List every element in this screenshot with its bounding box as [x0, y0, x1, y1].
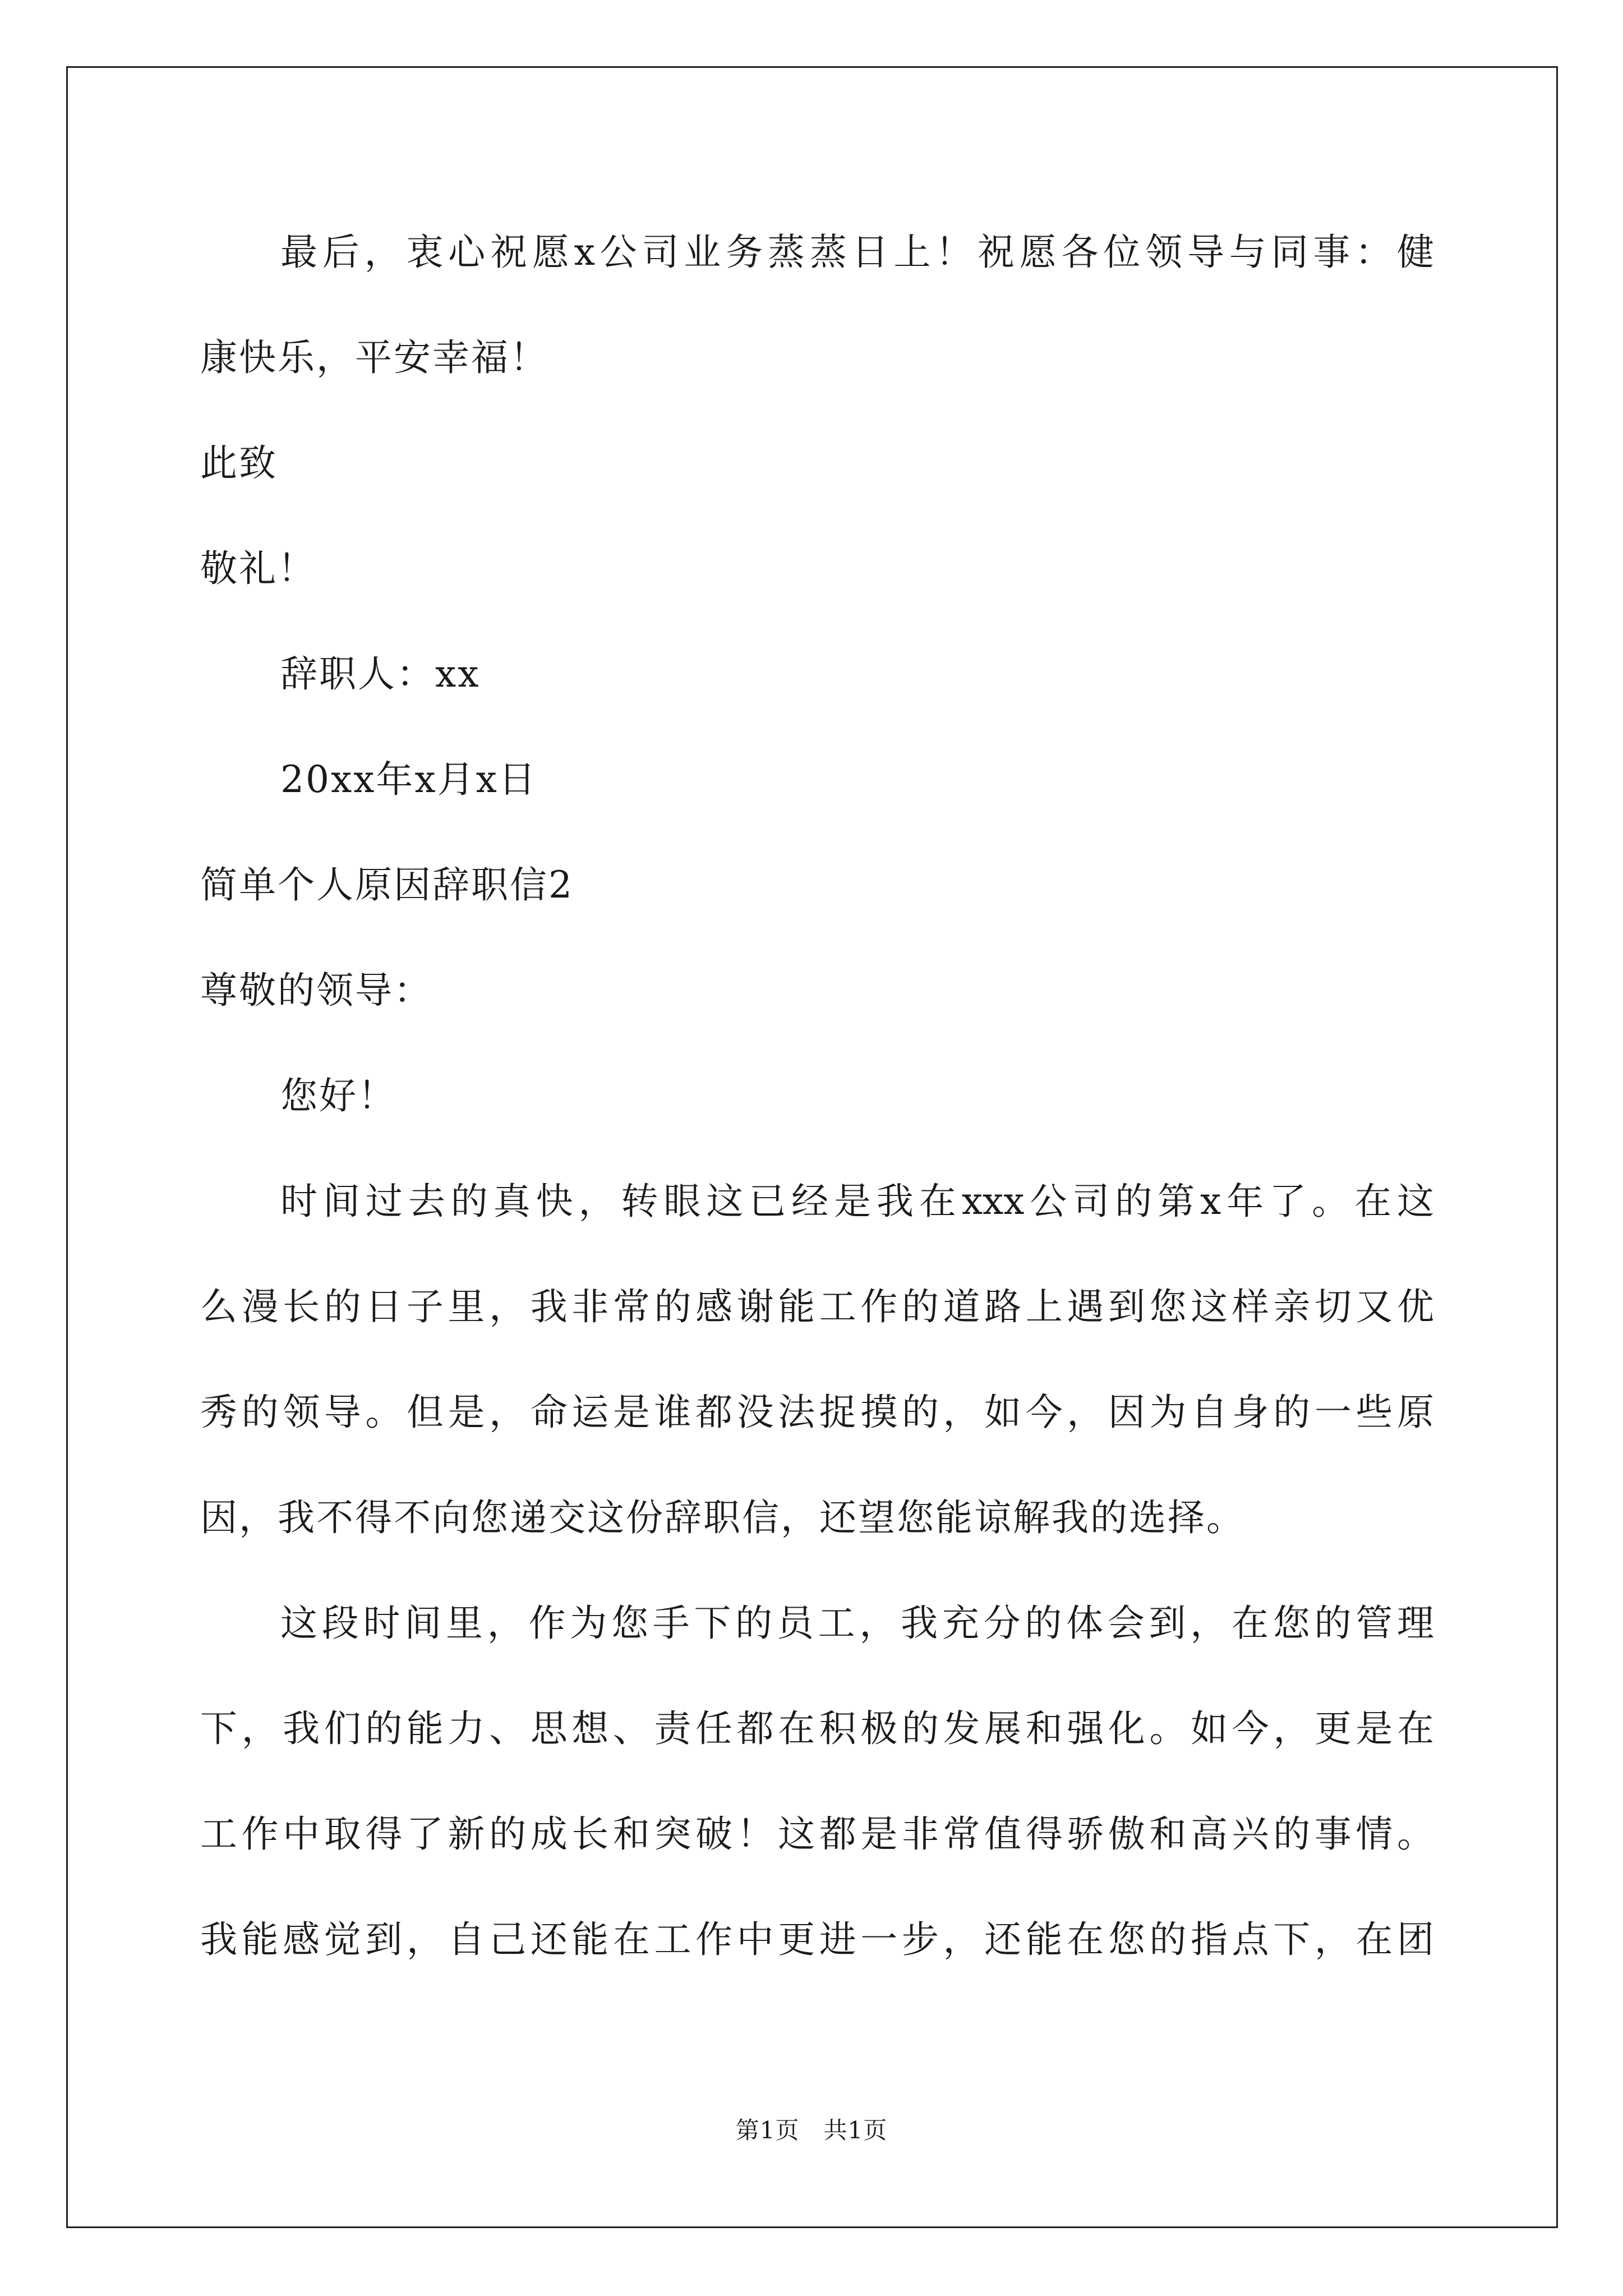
- page-number-footer: 第1页 共1页: [735, 2116, 888, 2144]
- signature-resigner: 辞职人：xx: [280, 652, 481, 696]
- paragraph-1-line-4: 因，我不得不向您递交这份辞职信，还望您能谅解我的选择。: [200, 1496, 1245, 1539]
- paragraph-2-line-1: 这段时间里，作为您手下的员工，我充分的体会到，在您的管理: [280, 1602, 1434, 1645]
- salutation-jingli: 敬礼！: [200, 547, 316, 590]
- paragraph-1-line-3: 秀的领导。但是，命运是谁都没法捉摸的，如今，因为自身的一些原: [200, 1391, 1434, 1434]
- paragraph-2-line-3: 工作中取得了新的成长和突破！这都是非常值得骄傲和高兴的事情。: [200, 1812, 1434, 1856]
- paragraph-1-line-2: 么漫长的日子里，我非常的感谢能工作的道路上遇到您这样亲切又优: [200, 1285, 1434, 1328]
- paragraph-1-line-1: 时间过去的真快，转眼这已经是我在xxx公司的第x年了。在这: [280, 1180, 1434, 1223]
- page-border: [66, 66, 1558, 2228]
- signature-date: 20xx年x月x日: [280, 758, 537, 801]
- paragraph-2-line-2: 下，我们的能力、思想、责任都在积极的发展和强化。如今，更是在: [200, 1707, 1434, 1750]
- letter-greeting: 尊敬的领导：: [200, 969, 432, 1012]
- paragraph-closing-line-1: 最后，衷心祝愿x公司业务蒸蒸日上！祝愿各位领导与同事：健: [280, 231, 1434, 274]
- letter-hello: 您好！: [280, 1074, 396, 1117]
- paragraph-closing-line-2: 康快乐，平安幸福！: [200, 336, 548, 379]
- salutation-cizhi: 此致: [200, 441, 278, 485]
- paragraph-2-line-4: 我能感觉到，自己还能在工作中更进一步，还能在您的指点下，在团: [200, 1918, 1434, 1961]
- section-title: 简单个人原因辞职信2: [200, 863, 574, 907]
